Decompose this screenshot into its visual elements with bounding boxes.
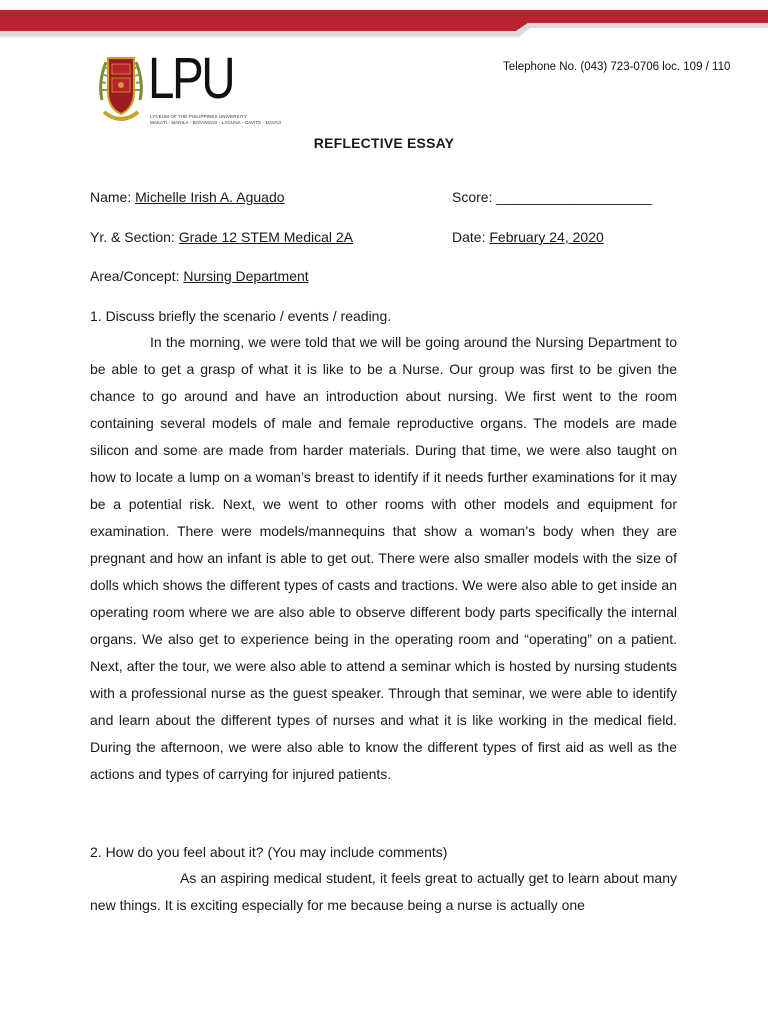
- area-label: Area/Concept:: [90, 268, 184, 284]
- answer-1: In the morning, we were told that we will be going around the Nursing Department to be able to get a grasp of what it is like to be a Nurse. Our group was first to be given the chance to go around and have an introduction about nursing. We first went to the room containing several models of male and female reproductive organs. The models are made silicon and some are made from harder materials. During that time, we were also taught on how to locate a lump on a woman’s breast to identify if it needs further examinations for it may be a potential risk. Next, we went to other rooms with other models and equipment for examination. There were models/mannequins that show a woman’s body when they are pregnant and how an infant is able to get out. There were also smaller models with the size of dolls which shows the different types of casts and tractions. We were also able to get inside an operating room where we are also able to observe different body parts specifically the internal organs. We also get to experience being in the operating room and “operating” on a patient. Next, after the tour, we were also able to attend a seminar which is hosted by nursing students with a professional nurse as the guest speaker. Through that seminar, we were able to identify and learn about the different types of nurses and what it is like working in the medical field. During the afternoon, we were also able to know the different types of first aid as well as the actions and types of carrying for injured patients.: [90, 334, 677, 782]
- score-field: [452, 189, 652, 205]
- area-field: [90, 268, 309, 284]
- date-value: February 24, 2020: [489, 229, 604, 245]
- name-label: Name:: [90, 189, 136, 205]
- section-value: Grade 12 STEM Medical 2A: [178, 229, 354, 245]
- document-title: REFLECTIVE ESSAY: [313, 135, 455, 151]
- date-field: [452, 229, 604, 245]
- answer-2: As an aspiring medical student, it feels great to actually get to learn about many new things. It is exciting especially for me because being a nurse is actually one: [90, 870, 677, 913]
- section-label: Yr. & Section:: [90, 229, 179, 245]
- section-field: [90, 229, 353, 245]
- logo-subtitle: LYCEUM OF THE PHILIPPINES UNIVERSITY: [150, 114, 247, 119]
- name-value: Michelle Irish A. Aguado: [135, 189, 285, 205]
- header-banner: [0, 0, 768, 48]
- area-value: Nursing Department: [183, 268, 309, 284]
- score-label: Score:: [452, 189, 497, 205]
- question-2: 2. How do you feel about it? (You may include comments): [90, 844, 448, 860]
- telephone-number: Telephone No. (043) 723-0706 loc. 109 / 110: [503, 61, 731, 73]
- score-value: ____________________: [496, 189, 653, 205]
- logo-campuses: MAKATI - MANILA - BATANGAS - LAGUNA - CAVITE - DAVAO: [150, 120, 282, 125]
- logo-wordmark: LPU: [148, 46, 234, 111]
- date-label: Date:: [452, 229, 490, 245]
- name-field: [90, 189, 285, 205]
- question-1: 1. Discuss briefly the scenario / events / reading.: [90, 308, 392, 324]
